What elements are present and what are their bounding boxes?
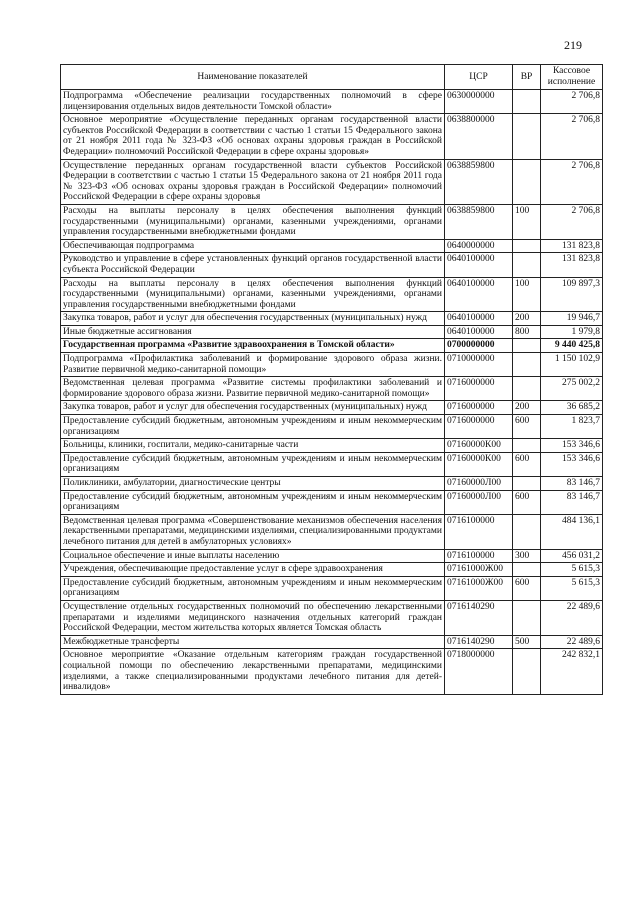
row-sum: 2 706,8	[541, 90, 603, 114]
row-vr: 600	[513, 452, 541, 476]
row-csr: 07160000Л00	[445, 477, 513, 491]
row-name: Осуществление переданных органам государственной власти субъектов Российской Федерации в соответствии с частью 1 статьи 15 Федерального закона от 21 ноября 2011 года № 323-ФЗ «Об основах охраны здоровья граждан в Российской Федерации» полномочий Российской Федерации в сфере охраны здоровья	[61, 159, 445, 204]
table-row	[61, 439, 603, 453]
row-vr	[513, 239, 541, 253]
row-csr: 07161000Ж00	[445, 563, 513, 577]
budget-execution-table	[60, 64, 603, 695]
row-sum: 153 346,6	[541, 439, 603, 453]
row-sum: 1 150 102,9	[541, 353, 603, 377]
row-sum: 1 979,8	[541, 325, 603, 339]
row-vr: 500	[513, 635, 541, 649]
header-vr: ВР	[513, 65, 541, 90]
row-sum: 242 832,1	[541, 649, 603, 694]
row-csr: 0630000000	[445, 90, 513, 114]
table-row	[61, 114, 603, 159]
row-sum: 2 706,8	[541, 204, 603, 239]
table-row	[61, 549, 603, 563]
row-sum: 9 440 425,8	[541, 339, 603, 353]
row-vr: 200	[513, 401, 541, 415]
row-csr: 0716000000	[445, 415, 513, 439]
row-vr: 300	[513, 549, 541, 563]
row-csr: 0716000000	[445, 401, 513, 415]
table-row	[61, 635, 603, 649]
table-row	[61, 253, 603, 277]
row-csr: 0638859800	[445, 204, 513, 239]
row-vr	[513, 90, 541, 114]
row-csr: 0638800000	[445, 114, 513, 159]
table-row	[61, 600, 603, 635]
page-number: 219	[564, 38, 582, 52]
row-name: Расходы на выплаты персоналу в целях обеспечения выполнения функций государственными (муниципальными) органами, казенными учреждениями, органами управления государственными внебюджетными фондами	[61, 277, 445, 312]
row-name: Предоставление субсидий бюджетным, автономным учреждениям и иным некоммерческим организациям	[61, 490, 445, 514]
row-name: Обеспечивающая подпрограмма	[61, 239, 445, 253]
row-name: Предоставление субсидий бюджетным, автономным учреждениям и иным некоммерческим организациям	[61, 415, 445, 439]
row-csr: 0716140290	[445, 635, 513, 649]
row-sum: 456 031,2	[541, 549, 603, 563]
row-csr: 0716100000	[445, 514, 513, 549]
row-csr: 0710000000	[445, 353, 513, 377]
row-csr: 0640100000	[445, 253, 513, 277]
row-vr: 600	[513, 415, 541, 439]
table-row	[61, 401, 603, 415]
row-name: Осуществление отдельных государственных полномочий по обеспечению лекарственными препаратами и изделиями медицинского назначения отдельных категорий граждан Российской Федерации, местом жительства которых является Томская область	[61, 600, 445, 635]
row-name: Предоставление субсидий бюджетным, автономным учреждениям и иным некоммерческим организациям	[61, 576, 445, 600]
header-name: Наименование показателей	[61, 65, 445, 90]
row-sum: 131 823,8	[541, 253, 603, 277]
row-name: Больницы, клиники, госпитали, медико-санитарные части	[61, 439, 445, 453]
row-name: Поликлиники, амбулатории, диагностические центры	[61, 477, 445, 491]
row-vr: 600	[513, 576, 541, 600]
row-vr	[513, 477, 541, 491]
table-row	[61, 159, 603, 204]
table-row	[61, 477, 603, 491]
row-name: Расходы на выплаты персоналу в целях обеспечения выполнения функций государственными (муниципальными) органами, казенными учреждениями, органами управления государственными внебюджетными фондами	[61, 204, 445, 239]
table-row	[61, 563, 603, 577]
table-row	[61, 452, 603, 476]
table-row	[61, 90, 603, 114]
row-sum: 5 615,3	[541, 576, 603, 600]
table-row	[61, 325, 603, 339]
row-csr: 0716140290	[445, 600, 513, 635]
row-sum: 22 489,6	[541, 600, 603, 635]
row-vr	[513, 339, 541, 353]
row-name: Закупка товаров, работ и услуг для обеспечения государственных (муниципальных) нужд	[61, 312, 445, 326]
table-row	[61, 339, 603, 353]
row-csr: 0638859800	[445, 159, 513, 204]
table-row	[61, 312, 603, 326]
row-name: Основное мероприятие «Осуществление переданных органам государственной власти субъектов Российской Федерации в соответствии с частью 1 статьи 15 Федерального закона от 21 ноября 2011 года № 323-ФЗ «Об основах охраны здоровья граждан в Российской Федерации» полномочий Российской Федерации в сфере охраны здоровья»	[61, 114, 445, 159]
row-name: Государственная программа «Развитие здравоохранения в Томской области»	[61, 339, 445, 353]
row-vr	[513, 377, 541, 401]
row-vr: 100	[513, 204, 541, 239]
row-vr: 800	[513, 325, 541, 339]
row-csr: 0718000000	[445, 649, 513, 694]
table-row	[61, 239, 603, 253]
row-sum: 22 489,6	[541, 635, 603, 649]
row-vr: 100	[513, 277, 541, 312]
table-row	[61, 576, 603, 600]
row-sum: 1 823,7	[541, 415, 603, 439]
header-sum: Кассовое исполнение	[541, 65, 603, 90]
table-row	[61, 377, 603, 401]
table-row	[61, 415, 603, 439]
row-sum: 83 146,7	[541, 477, 603, 491]
row-vr: 600	[513, 490, 541, 514]
row-csr: 0716000000	[445, 377, 513, 401]
row-csr: 0716100000	[445, 549, 513, 563]
row-vr	[513, 563, 541, 577]
row-vr	[513, 159, 541, 204]
table-header-row	[61, 65, 603, 90]
table-row	[61, 649, 603, 694]
table-row	[61, 353, 603, 377]
row-name: Подпрограмма «Обеспечение реализации государственных полномочий в сфере лицензирования отдельных видов деятельности Томской области»	[61, 90, 445, 114]
row-sum: 131 823,8	[541, 239, 603, 253]
row-name: Социальное обеспечение и иные выплаты населению	[61, 549, 445, 563]
table-row	[61, 514, 603, 549]
row-vr	[513, 514, 541, 549]
row-vr	[513, 439, 541, 453]
row-sum: 109 897,3	[541, 277, 603, 312]
row-name: Ведомственная целевая программа «Совершенствование механизмов обеспечения населения лекарственными препаратами, медицинскими изделиями, специализированными продуктами лечебного питания для детей в амбулаторных условиях»	[61, 514, 445, 549]
row-sum: 2 706,8	[541, 159, 603, 204]
row-sum: 484 136,1	[541, 514, 603, 549]
row-sum: 2 706,8	[541, 114, 603, 159]
row-name: Руководство и управление в сфере установленных функций органов государственной власти субъекта Российской Федерации	[61, 253, 445, 277]
row-csr: 07161000Ж00	[445, 576, 513, 600]
row-sum: 36 685,2	[541, 401, 603, 415]
row-name: Ведомственная целевая программа «Развитие системы профилактики заболеваний и формирование здорового образа жизни. Развитие первичной медико-санитарной помощи»	[61, 377, 445, 401]
row-csr: 0640100000	[445, 312, 513, 326]
row-sum: 5 615,3	[541, 563, 603, 577]
row-vr	[513, 353, 541, 377]
row-csr: 0640100000	[445, 277, 513, 312]
row-csr: 0700000000	[445, 339, 513, 353]
table-row	[61, 490, 603, 514]
row-vr	[513, 114, 541, 159]
row-csr: 0640100000	[445, 325, 513, 339]
row-name: Закупка товаров, работ и услуг для обеспечения государственных (муниципальных) нужд	[61, 401, 445, 415]
row-sum: 83 146,7	[541, 490, 603, 514]
header-csr: ЦСР	[445, 65, 513, 90]
row-sum: 153 346,6	[541, 452, 603, 476]
row-name: Межбюджетные трансферты	[61, 635, 445, 649]
row-csr: 07160000Л00	[445, 490, 513, 514]
row-csr: 07160000К00	[445, 439, 513, 453]
row-name: Предоставление субсидий бюджетным, автономным учреждениям и иным некоммерческим организациям	[61, 452, 445, 476]
row-vr: 200	[513, 312, 541, 326]
table-row	[61, 277, 603, 312]
row-csr: 07160000К00	[445, 452, 513, 476]
row-name: Учреждения, обеспечивающие предоставление услуг в сфере здравоохранения	[61, 563, 445, 577]
row-csr: 0640000000	[445, 239, 513, 253]
row-name: Основное мероприятие «Оказание отдельным категориям граждан государственной социальной помощи по обеспечению лекарственными препаратами, медицинскими изделиями, а также специализированными продуктами лечебного питания для детей-инвалидов»	[61, 649, 445, 694]
table-row	[61, 204, 603, 239]
row-name: Иные бюджетные ассигнования	[61, 325, 445, 339]
row-sum: 275 002,2	[541, 377, 603, 401]
row-name: Подпрограмма «Профилактика заболеваний и формирование здорового образа жизни. Развитие первичной медико-санитарной помощи»	[61, 353, 445, 377]
row-vr	[513, 253, 541, 277]
row-sum: 19 946,7	[541, 312, 603, 326]
table-body	[61, 90, 603, 695]
row-vr	[513, 600, 541, 635]
row-vr	[513, 649, 541, 694]
